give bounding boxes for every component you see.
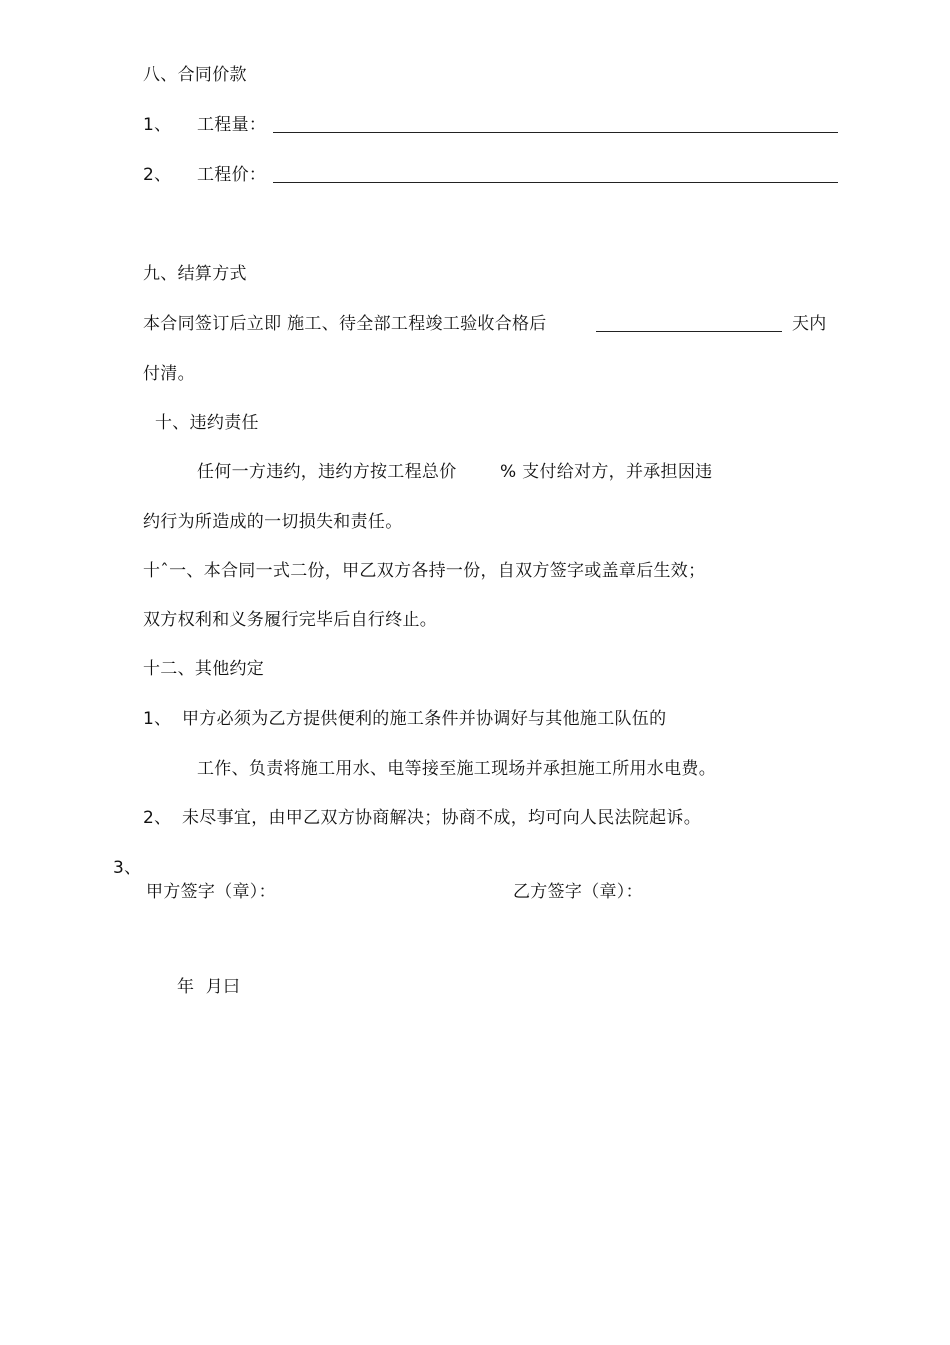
section-9-line-1: 本合同签订后立即 施工、待全部工程竣工验收合格后 xyxy=(143,314,547,334)
section-8-heading: 八、合同价款 xyxy=(143,65,247,85)
section-12-item-3-number: 3、 xyxy=(113,858,142,878)
section-9-heading: 九、结算方式 xyxy=(143,264,247,284)
section-8-item-1-label: 工程量： xyxy=(197,115,267,135)
party-b-signature-label: 乙方签字（章）： xyxy=(513,882,643,902)
days-blank-line xyxy=(596,331,782,332)
section-12-heading: 十二、其他约定 xyxy=(143,659,265,679)
section-12-item-2-text: 未尽事宜，由甲乙双方协商解决；协商不成，均可向人民法院起诉。 xyxy=(182,808,701,828)
section-12-item-2-number: 2、 xyxy=(143,808,172,828)
section-9-days-suffix: 天内 xyxy=(792,314,827,334)
section-10-heading: 十、违约责任 xyxy=(155,413,259,433)
section-12-item-1-number: 1、 xyxy=(143,709,172,729)
section-11-line-1: 十ˆ一、本合同一式二份，甲乙双方各持一份，自双方签字或盖章后生效； xyxy=(143,561,706,581)
section-9-line-2: 付清。 xyxy=(143,364,195,384)
section-8-item-1-number: 1、 xyxy=(143,115,172,135)
party-a-signature-label: 甲方签字（章）： xyxy=(146,882,276,902)
section-11-line-2: 双方权利和义务履行完毕后自行终止。 xyxy=(143,610,438,630)
price-blank-line xyxy=(273,182,838,183)
section-10-line-1b: % 支付给对方，并承担因违 xyxy=(500,462,713,482)
section-12-item-1-line-1: 甲方必须为乙方提供便利的施工条件并协调好与其他施工队伍的 xyxy=(182,709,667,729)
section-10-line-2: 约行为所造成的一切损失和责任。 xyxy=(143,512,403,532)
section-12-item-1-line-2: 工作、负责将施工用水、电等接至施工现场并承担施工所用水电费。 xyxy=(197,759,716,779)
date-line: 年 月曰 xyxy=(177,977,241,997)
section-8-item-2-label: 工程价： xyxy=(197,165,267,185)
section-8-item-2-number: 2、 xyxy=(143,165,172,185)
quantity-blank-line xyxy=(273,132,838,133)
section-10-line-1a: 任何一方违约，违约方按工程总价 xyxy=(197,462,457,482)
